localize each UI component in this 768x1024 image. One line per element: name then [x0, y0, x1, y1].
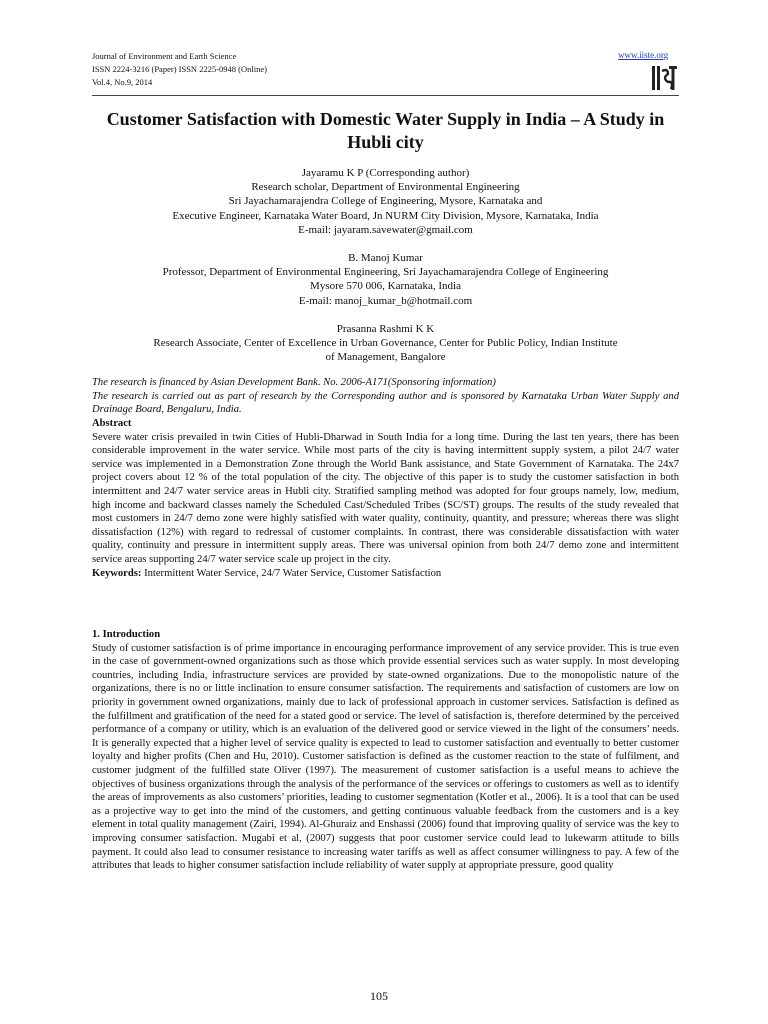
author-1-email: E-mail: jayaram.savewater@gmail.com — [298, 223, 473, 236]
iiste-logo-icon — [650, 63, 678, 93]
header-rule — [92, 95, 679, 96]
journal-header — [92, 50, 267, 89]
author-2-address: Mysore 570 006, Karnataka, India — [310, 280, 461, 293]
journal-url-link[interactable]: www.iiste.org — [618, 50, 669, 60]
sponsor-note: The research is carried out as part of research by the Corresponding author and is sponsored by Karnataka Urban Water Supply and Drainage Board, Bengaluru, India. — [92, 390, 679, 416]
abstract-section — [92, 417, 679, 580]
author-1-employer: Executive Engineer, Karnataka Water Board, Jn NURM City Division, Mysore, Karnataka, India — [172, 209, 599, 222]
journal-name: Journal of Environment and Earth Science — [92, 51, 237, 61]
keywords-label: Keywords: — [92, 567, 142, 579]
author-1-position: Research scholar, Department of Environmental Engineering — [251, 181, 520, 194]
author-3-institute: of Management, Bangalore — [325, 351, 446, 364]
introduction-text: Study of customer satisfaction is of prime importance in encouraging performance improvement of any service provider. This is true even in the case of government-owned organizations such as those which provide essential services such as water supply. In most developing countries, including India, infrastructure services are provided by state-owned organizations. Due to the monopolistic nature of the organizations, there is no or little inclination to ensure consumer satisfaction. The requirements and satisfaction of customers are low on priority in government owned organizations, mainly due to lack of professional approach in customer services. Satisfaction is defined as the fulfillment and gratification of the need for a stated good or service. The level of satisfaction is, therefore determined by the perceived performance of a company or utility, which is an evaluation of the delivered good or service viewed in the light of the consumers’ needs. It is generally expected that a higher level of service quality is expected to lead to customer satisfaction and eventually to better customer loyalty and higher profits (Chen and Hu, 2010). Customer satisfaction is defined as the customer reaction to the state of fulfilment, and customer judgment of the fulfilled state Oliver (1997). The measurement of customer satisfaction is a useful means to achieve the objectives of business organizations through the analysis of the performance of the services or offerings to customers as well as to identify the areas of improvements as also customers’ priorities, leading to customer segmentation (Kotler et al., 2006). It is a tool that can be used as a projective way to get into the mind of the customers, and getting continuous valuable feedback from the customers and is a key element in total quality management (Zairi, 1994). Al-Ghuraiz and Enshassi (2006) found that improving quality of service was the key to improving consumer satisfaction. Mugabi et al, (2007) suggests that poor customer service could lead to lukewarm attitude to bills payment. It could also lead to consumer resistance to increasing water tariffs as well as affect consumer willingness to pay. A few of the attributes that leads to higher consumer satisfaction include reliability of water supply at appropriate pressure, good quality — [92, 642, 679, 872]
paper-title: Customer Satisfaction with Domestic Water Supply in India – A Study in Hubli city — [106, 109, 665, 152]
author-block — [92, 166, 679, 364]
abstract-text: Severe water crisis prevailed in twin Cities of Hubli-Dharwad in South India for a long time. During the last ten years, there has been considerable improvement in the water service. While most parts of the city is having intermittent supply system, a pilot 24/7 water service was implemented in a Demonstration Zone through the World Bank assistance, and State Government of Karnataka. The 24x7 project covers about 12 % of the total population of the city. The objective of this paper is to study the customer satisfaction in both intermittent and 24/7 water service areas in Hubli city. Stratified sampling method was adopted for four groups namely, low, medium, high income and backward classes namely the Scheduled Cast/Scheduled Tribes (SC/ST) groups. The results of the study revealed that most customers in 24/7 demo zone were highly satisfied with water quality, continuity, quantity, and pressure; whereas there was slight dissatisfaction (12%) with regard to redressal of customer complaints. In contrast, there was considerable dissatisfaction with water quality, continuity and pressure in intermittent supply areas. There was universal opinion from both 24/7 demo zone and intermittent service areas supporting 24/7 water service scale up project in the city. — [92, 431, 679, 565]
author-2-position: Professor, Department of Environmental Engineering, Sri Jayachamarajendra College of Engineering — [162, 266, 609, 279]
author-2-email: E-mail: manoj_kumar_b@hotmail.com — [298, 294, 473, 307]
introduction-heading: 1. Introduction — [92, 629, 161, 640]
author-1-name: Jayaramu K P (Corresponding author) — [301, 167, 470, 179]
page-number: 105 — [370, 989, 388, 1003]
author-1-college: Sri Jayachamarajendra College of Engineering, Mysore, Karnataka and — [228, 195, 543, 208]
keywords-text: Intermittent Water Service, 24/7 Water Service, Customer Satisfaction — [141, 567, 442, 579]
journal-volume: Vol.4, No.9, 2014 — [92, 77, 153, 87]
author-2-name: B. Manoj Kumar — [348, 252, 423, 265]
funding-notes — [92, 376, 679, 417]
introduction-section — [92, 628, 679, 873]
author-3-position: Research Associate, Center of Excellence in Urban Governance, Center for Public Policy, Indian Institute — [153, 337, 618, 350]
keywords-line — [92, 567, 679, 581]
journal-issn: ISSN 2224-3216 (Paper) ISSN 2225-0948 (Online) — [92, 64, 267, 74]
author-3-name: Prasanna Rashmi K K — [336, 322, 435, 335]
funding-note: The research is financed by Asian Development Bank. No. 2006-A171(Sponsoring information) — [92, 377, 496, 388]
abstract-heading: Abstract — [92, 418, 132, 429]
